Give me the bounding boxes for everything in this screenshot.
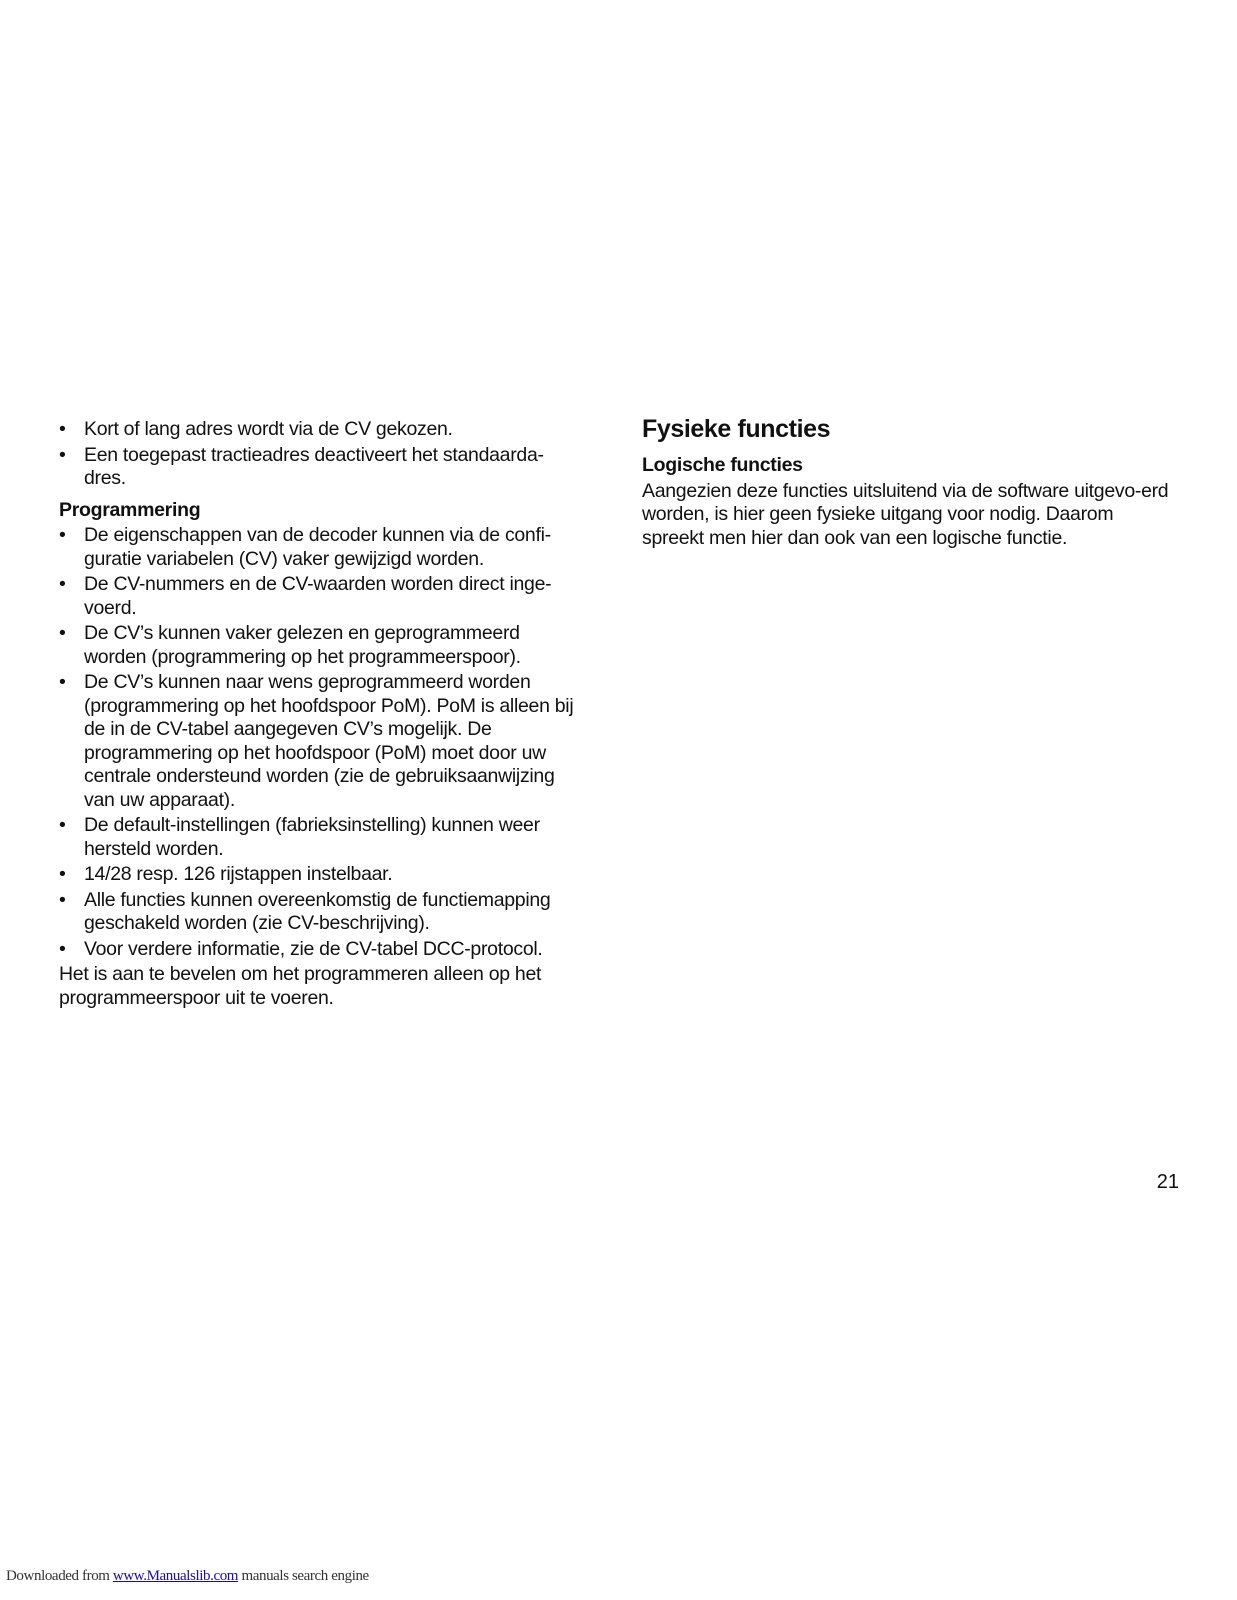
list-item: [59, 889, 584, 936]
list-item: [59, 444, 584, 491]
left-column: [59, 418, 584, 1010]
intro-bullet-list: [59, 418, 584, 491]
list-item-text: De eigenschappen van de decoder kunnen via de confi-guratie variabelen (CV) vaker gewijzigd worden.: [84, 524, 551, 570]
programming-bullet-list: [59, 524, 584, 961]
body-paragraph: Aangezien deze functies uitsluitend via de software uitgevo-erd worden, is hier geen fysieke uitgang voor nodig. Daarom spreekt men hier dan ook van een logische functie.: [642, 479, 1169, 549]
bullet-icon: •: [59, 443, 66, 466]
list-item: [59, 938, 584, 962]
download-footer: [6, 1566, 369, 1586]
list-item: [59, 622, 584, 669]
list-item: [59, 671, 584, 812]
bullet-icon: •: [59, 573, 66, 595]
list-item-text: Kort of lang adres wordt via de CV gekozen.: [84, 418, 453, 440]
list-item-text: De CV’s kunnen naar wens geprogrammeerd worden (programmering op het hoofdspoor PoM). PoM is alleen bij de in de CV-tabel aangegeven CV’s mogelijk. De programmering op het hoofdspoor (PoM) moet door uw centrale ondersteund worden (zie de gebruiksaanwijzing van uw apparaat).: [84, 671, 574, 811]
list-item: [59, 524, 584, 571]
bullet-icon: •: [59, 937, 66, 960]
list-item: [59, 814, 584, 861]
list-item: [59, 418, 584, 442]
list-item-text: 14/28 resp. 126 rijstappen instelbaar.: [84, 863, 393, 885]
list-item-text: Alle functies kunnen overeenkomstig de functiemapping geschakeld worden (zie CV-beschrijving).: [84, 888, 551, 934]
list-item-text: De CV’s kunnen vaker gelezen en geprogrammeerd worden (programmering op het programmeerspoor).: [84, 622, 521, 668]
list-item-text: De default-instellingen (fabrieksinstelling) kunnen weer hersteld worden.: [84, 814, 540, 860]
bullet-icon: •: [59, 524, 66, 546]
bullet-icon: •: [59, 622, 66, 644]
bullet-icon: •: [59, 671, 66, 693]
bullet-icon: •: [59, 863, 66, 885]
list-item-text: Voor verdere informatie, zie de CV-tabel DCC-protocol.: [84, 937, 543, 960]
footer-suffix: manuals search engine: [241, 1568, 369, 1584]
list-item-text: Een toegepast tractieadres deactiveert het standaarda-dres.: [84, 443, 544, 489]
programming-heading: Programmering: [59, 498, 201, 521]
right-column: [642, 415, 1177, 550]
closing-paragraph: Het is aan te bevelen om het programmeren alleen op het programmeerspoor uit te voeren.: [59, 963, 542, 1009]
page-number: 21: [1156, 1171, 1179, 1193]
bullet-icon: •: [59, 418, 66, 440]
section-title: Fysieke functies: [642, 415, 831, 443]
list-item-text: De CV-nummers en de CV-waarden worden direct inge-voerd.: [84, 573, 552, 619]
list-item: [59, 573, 584, 620]
subsection-title: Logische functies: [642, 454, 803, 476]
bullet-icon: •: [59, 888, 66, 911]
bullet-icon: •: [59, 814, 66, 836]
footer-prefix: Downloaded from: [6, 1568, 110, 1584]
list-item: [59, 863, 584, 887]
manualslib-link[interactable]: www.Manualslib.com: [112, 1568, 239, 1584]
